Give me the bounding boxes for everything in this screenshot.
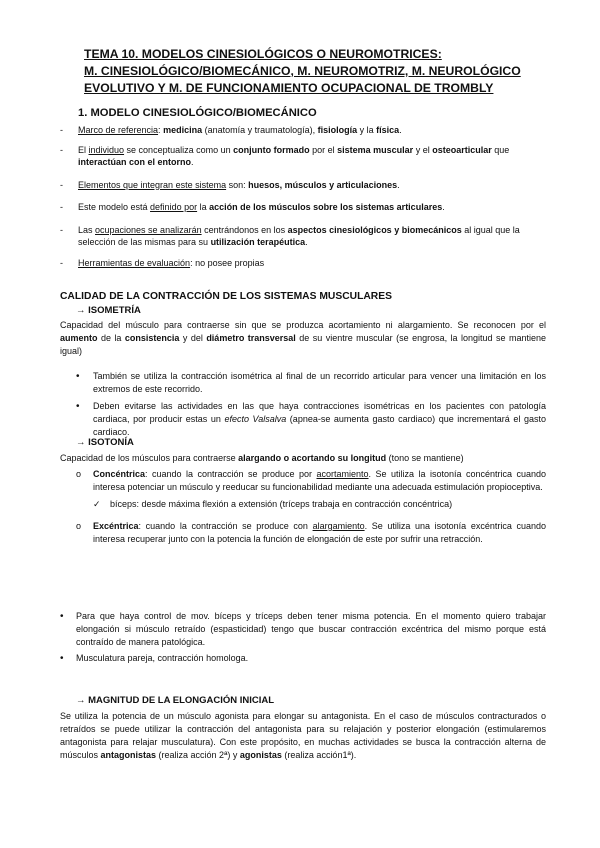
list-item: • Deben evitarse las actividades en las que haya contracciones isométricas en los pacientes con patología cardiaca, por producir estas un efecto Valsalva (apnea-se aumenta gasto cardiaco) que incrementará el gasto cardiaco. xyxy=(76,400,546,439)
title-line-1: TEMA 10. MODELOS CINESIOLÓGICOS O NEUROMOTRICES: xyxy=(84,47,442,61)
list-item: • También se utiliza la contracción isométrica al final de un recorrido articular para vencer una limitación en los extremos de este recorrido. xyxy=(76,370,546,396)
arrow-right-icon: → xyxy=(76,437,86,448)
list-item-concentrica: o Concéntrica: cuando la contracción se produce por acortamiento. Se utiliza la isotonía concéntrica cuando interesa potenciar un músculo y reeducar su funcionabilidad mediante una adecuada estimulación propioceptiva. xyxy=(76,469,546,492)
magnitud-heading: → MAGNITUD DE LA ELONGACIÓN INICIAL xyxy=(76,695,275,706)
isotonia-heading: → ISOTONÍA xyxy=(76,437,134,448)
isometria-paragraph: Capacidad del músculo para contraerse sin que se produzca acortamiento ni alargamiento. Se reconocen por el aumento de la consistencia y del diámetro transversal de su vientre muscular (se engrosa, la longitud se mantiene igual) xyxy=(60,320,546,356)
list-item: • Para que haya control de mov. bíceps y tríceps deben tener misma potencia. En el momento quiero trabajar elongación si músculo retraído (espasticidad) tengo que buscar contracción excéntrica del mismo porque está contraído de manera patológica. xyxy=(60,610,546,649)
list-item: - Este modelo está definido por la acción de los músculos sobre los sistemas articulares. xyxy=(60,201,550,214)
isometria-heading: → ISOMETRÍA xyxy=(76,305,141,316)
title-line-3: EVOLUTIVO Y M. DE FUNCIONAMIENTO OCUPACIONAL DE TROMBLY xyxy=(84,81,494,95)
list-item: - Elementos que integran este sistema son: huesos, músculos y articulaciones. xyxy=(60,179,550,192)
arrow-right-icon: → xyxy=(76,305,86,316)
list-item: - El individuo se conceptualiza como un conjunto formado por el sistema muscular y el osteoarticular que interactúan con el entorno. xyxy=(60,144,550,169)
list-item: - Marco de referencia: medicina (anatomía y traumatología), fisiología y la física. xyxy=(60,124,550,137)
circle-marker-icon: o xyxy=(76,521,82,531)
checkmark-icon: ✓ xyxy=(93,499,101,509)
section1-list xyxy=(60,124,550,269)
isometria-bullets xyxy=(76,370,546,439)
section2-heading: CALIDAD DE LA CONTRACCIÓN DE LOS SISTEMAS MUSCULARES xyxy=(60,291,392,302)
isotonia-bullets xyxy=(60,610,546,665)
isotonia-paragraph: Capacidad de los músculos para contraerse alargando o acortando su longitud (tono se mantiene) xyxy=(60,453,464,463)
list-item-check: ✓ bíceps: desde máxima flexión a extensión (tríceps trabaja en contracción concéntrica) xyxy=(93,499,453,509)
list-item-excentrica: o Excéntrica: cuando la contracción se produce con alargamiento. Se utiliza una isotonía excéntrica cuando interesa recuperar junto con la potencia la función de elongación de este por sufrir una retracción. xyxy=(76,521,546,544)
isotonia-types xyxy=(76,468,546,546)
circle-marker-icon: o xyxy=(76,469,82,479)
arrow-right-icon: → xyxy=(76,695,86,706)
section1-heading: 1. MODELO CINESIOLÓGICO/BIOMECÁNICO xyxy=(78,107,317,119)
magnitud-paragraph: Se utiliza la potencia de un músculo agonista para elongar su antagonista. En el caso de músculos contracturados o retraídos se puede utilizar la contracción del antagonista para su relajación y posterior elongación (estimularemos antagonista para relajar musculatura). Con este propósito, en muchas actividades se busca la contracción alterna de músculos antagonistas (realiza acción 2ª) y agonistas (realiza acción1ª). xyxy=(60,711,546,760)
list-item: - Las ocupaciones se analizarán centrándonos en los aspectos cinesiológicos y biomecánicos al igual que la selección de las mismas para su utilización terapéutica. xyxy=(60,224,550,249)
list-item: - Herramientas de evaluación: no posee propias xyxy=(60,257,550,270)
document-title xyxy=(84,46,554,97)
title-line-2: M. CINESIOLÓGICO/BIOMECÁNICO, M. NEUROMOTRIZ, M. NEUROLÓGICO xyxy=(84,64,521,78)
list-item: • Musculatura pareja, contracción homologa. xyxy=(60,652,546,665)
